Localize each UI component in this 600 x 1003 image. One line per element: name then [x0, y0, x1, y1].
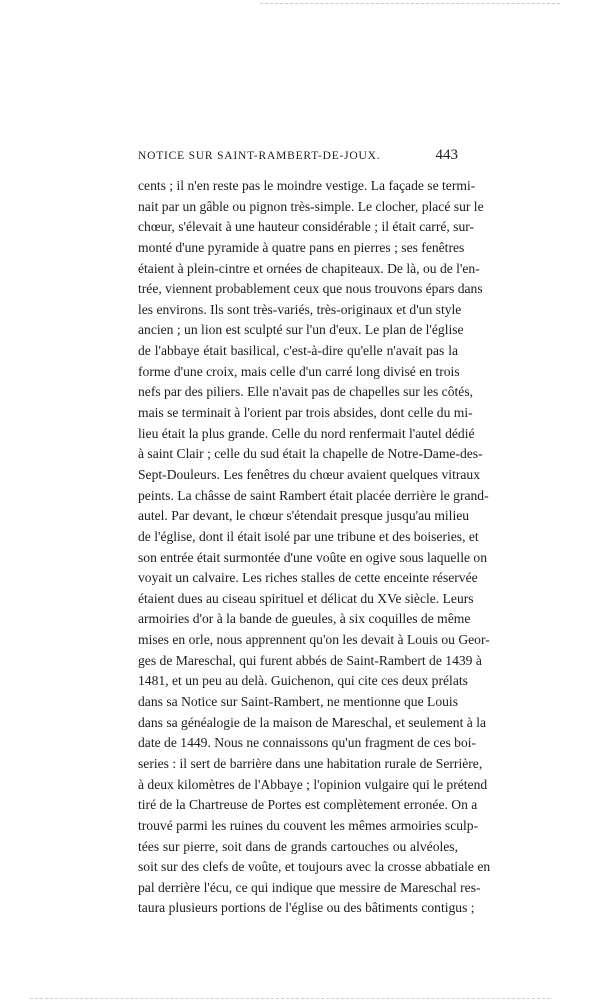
bottom-edge-rule	[30, 998, 550, 999]
text-line: les environs. Ils sont très-variés, très-originaux et d'un style	[138, 301, 462, 317]
text-line: dans sa généalogie de la maison de Mareschal, et seulement à la	[138, 714, 487, 730]
text-line: peints. La châsse de saint Rambert était placée derrière le grand-	[138, 487, 489, 503]
text-line: de l'église, dont il était isolé par une tribune et des boiseries, et	[138, 528, 479, 544]
text-line: à saint Clair ; celle du sud était la chapelle de Notre-Dame-des-	[138, 446, 483, 462]
text-line: Sept-Douleurs. Les fenêtres du chœur avaient quelques vitraux	[138, 466, 481, 482]
text-line: forme d'une croix, mais celle d'un carré long divisé en trois	[138, 363, 460, 379]
text-line: 1481, et un peu au delà. Guichenon, qui cite ces deux prélats	[138, 673, 468, 689]
text-line: autel. Par devant, le chœur s'étendait presque jusqu'au milieu	[138, 508, 470, 524]
text-line: tiré de la Chartreuse de Portes est complètement erronée. On a	[138, 797, 478, 813]
running-title: NOTICE SUR SAINT-RAMBERT-DE-JOUX.	[138, 150, 381, 162]
text-line: son entrée était surmontée d'une voûte en ogive sous laquelle on	[138, 549, 487, 565]
text-line: armoiries d'or à la bande de gueules, à six coquilles de même	[138, 611, 471, 627]
text-line: date de 1449. Nous ne connaissons qu'un fragment de ces boi-	[138, 735, 477, 751]
text-line: trée, viennent probablement ceux que nous trouvons épars dans	[138, 281, 483, 297]
running-head	[138, 147, 458, 170]
text-line: pal derrière l'écu, ce qui indique que messire de Mareschal res-	[138, 879, 481, 895]
text-line: taura plusieurs portions de l'église ou des bâtiments contigus ;	[138, 900, 475, 916]
text-line: cents ; il n'en reste pas le moindre vestige. La façade se termi-	[138, 178, 476, 193]
text-line: mais se terminait à l'orient par trois absides, dont celle du mi-	[138, 405, 473, 421]
text-line: étaient à plein-cintre et ornées de chapiteaux. De là, ou de l'en-	[138, 260, 480, 276]
text-line: étaient dues au ciseau spirituel et délicat du XVe siècle. Leurs	[138, 590, 474, 606]
text-line: de l'abbaye était basilical, c'est-à-dire qu'elle n'avait pas la	[138, 343, 458, 359]
text-line: voyait un calvaire. Les riches stalles de cette enceinte réservée	[138, 570, 478, 586]
text-line: lieu était la plus grande. Celle du nord renfermait l'autel dédié	[138, 425, 475, 441]
top-edge-rule	[260, 3, 560, 4]
text-line: trouvé parmi les ruines du couvent les mêmes armoiries sculp-	[138, 817, 479, 833]
text-line: tées sur pierre, soit dans de grands cartouches ou alvéoles,	[138, 838, 458, 854]
text-line: à deux kilomètres de l'Abbaye ; l'opinion vulgaire qui le prétend	[138, 776, 488, 792]
body-text	[138, 176, 491, 919]
page-number: 443	[435, 147, 458, 163]
text-line: ges de Mareschal, qui furent abbés de Saint-Rambert de 1439 à	[138, 652, 482, 668]
text-line: mises en orle, nous apprennent qu'on les devait à Louis ou Geor-	[138, 632, 490, 648]
text-line: nait par un gâble ou pignon très-simple. Le clocher, placé sur le	[138, 198, 484, 214]
text-line: chœur, s'élevait à une hauteur considérable ; il était carré, sur-	[138, 219, 475, 235]
text-line: monté d'une pyramide à quatre pans en pierres ; ses fenêtres	[138, 239, 465, 255]
text-line: nefs par des piliers. Elle n'avait pas de chapelles sur les côtés,	[138, 384, 474, 400]
text-line: soit sur des clefs de voûte, et toujours avec la crosse abbatiale en	[138, 859, 491, 875]
text-line: dans sa Notice sur Saint-Rambert, ne mentionne que Louis	[138, 694, 458, 710]
text-line: ancien ; un lion est sculpté sur l'un d'eux. Le plan de l'église	[138, 322, 464, 338]
text-line: series : il sert de barrière dans une habitation rurale de Serrière,	[138, 755, 483, 771]
